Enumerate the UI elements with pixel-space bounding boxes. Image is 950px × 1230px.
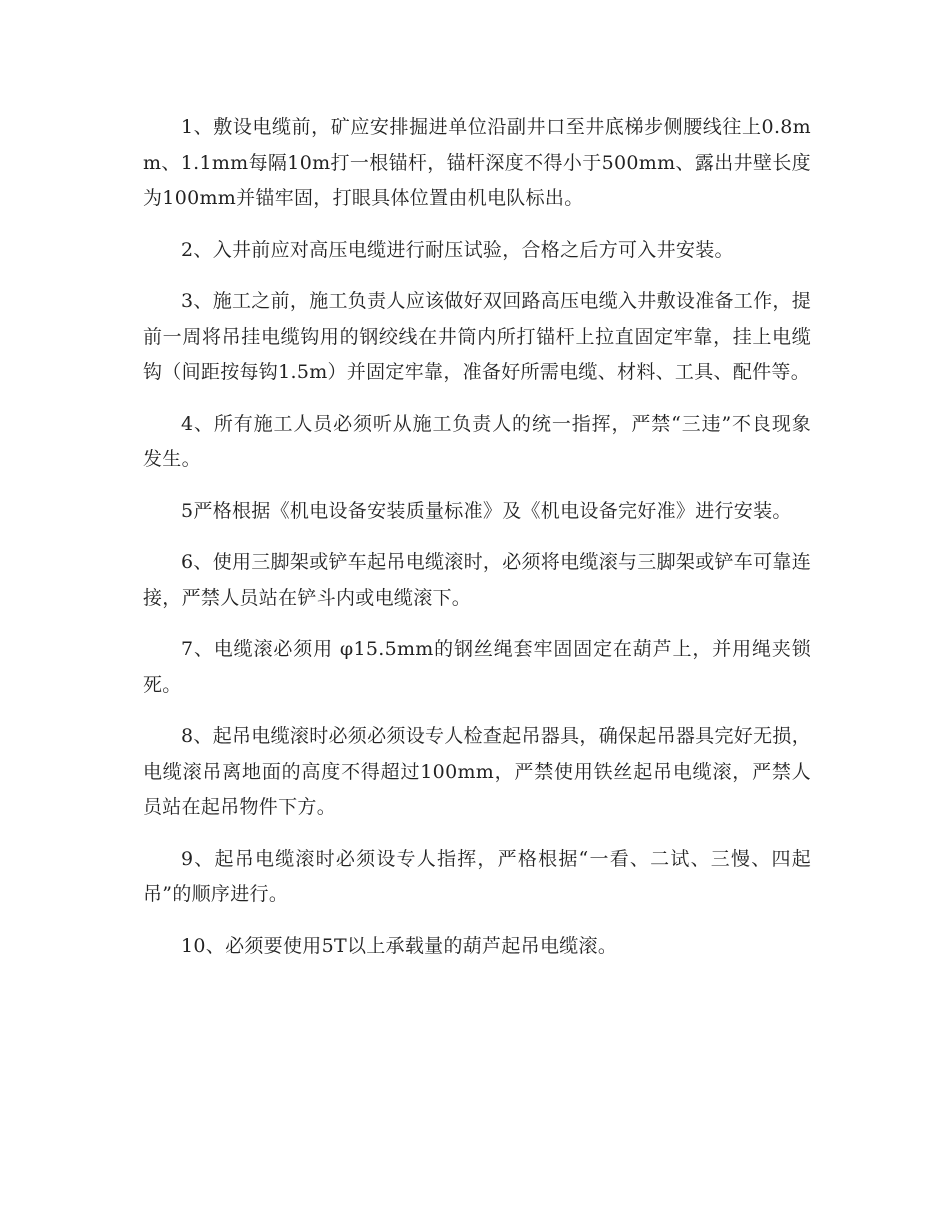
paragraph-4: 4、所有施工人员必须听从施工负责人的统一指挥，严禁“三违”不良现象发生。 — [143, 412, 811, 470]
paragraph-3: 3、施工之前，施工负责人应该做好双回路高压电缆入井敷设准备工作，提前一周将吊挂电缆钩用的钢绞线在井筒内所打锚杆上拉直固定牢靠，挂上电缆钩（间距按每钩1.5m）并固定牢靠，准备好所需电缆、材料、工具、配件等。 — [143, 290, 811, 383]
paragraph-2: 2、入井前应对高压电缆进行耐压试验，合格之后方可入井安装。 — [181, 238, 734, 261]
paragraph-9: 9、起吊电缆滚时必须设专人指挥，严格根据“一看、二试、三慢、四起吊”的顺序进行。 — [143, 847, 811, 905]
document-body — [143, 110, 811, 980]
paragraph-10: 10、必须要使用5T以上承载量的葫芦起吊电缆滚。 — [181, 934, 618, 957]
paragraph-7: 7、电缆滚必须用 φ15.5mm的钢丝绳套牢固固定在葫芦上，并用绳夹锁死。 — [143, 638, 811, 696]
paragraph-1: 1、敷设电缆前，矿应安排掘进单位沿副井口至井底梯步侧腰线往上0.8mm、1.1mm每隔10m打一根锚杆，锚杆深度不得小于500mm、露出井壁长度为100mm并锚牢固，打眼具体位置由机电队标出。 — [143, 116, 811, 209]
paragraph-8: 8、起吊电缆滚时必须必须设专人检查起吊器具，确保起吊器具完好无损，电缆滚吊离地面的高度不得超过100mm，严禁使用铁丝起吊电缆滚，严禁人员站在起吊物件下方。 — [143, 725, 811, 818]
paragraph-5: 5严格根据《机电设备安装质量标准》及《机电设备完好准》进行安装。 — [181, 499, 792, 522]
paragraph-6: 6、使用三脚架或铲车起吊电缆滚时，必须将电缆滚与三脚架或铲车可靠连接，严禁人员站在铲斗内或电缆滚下。 — [143, 551, 811, 609]
